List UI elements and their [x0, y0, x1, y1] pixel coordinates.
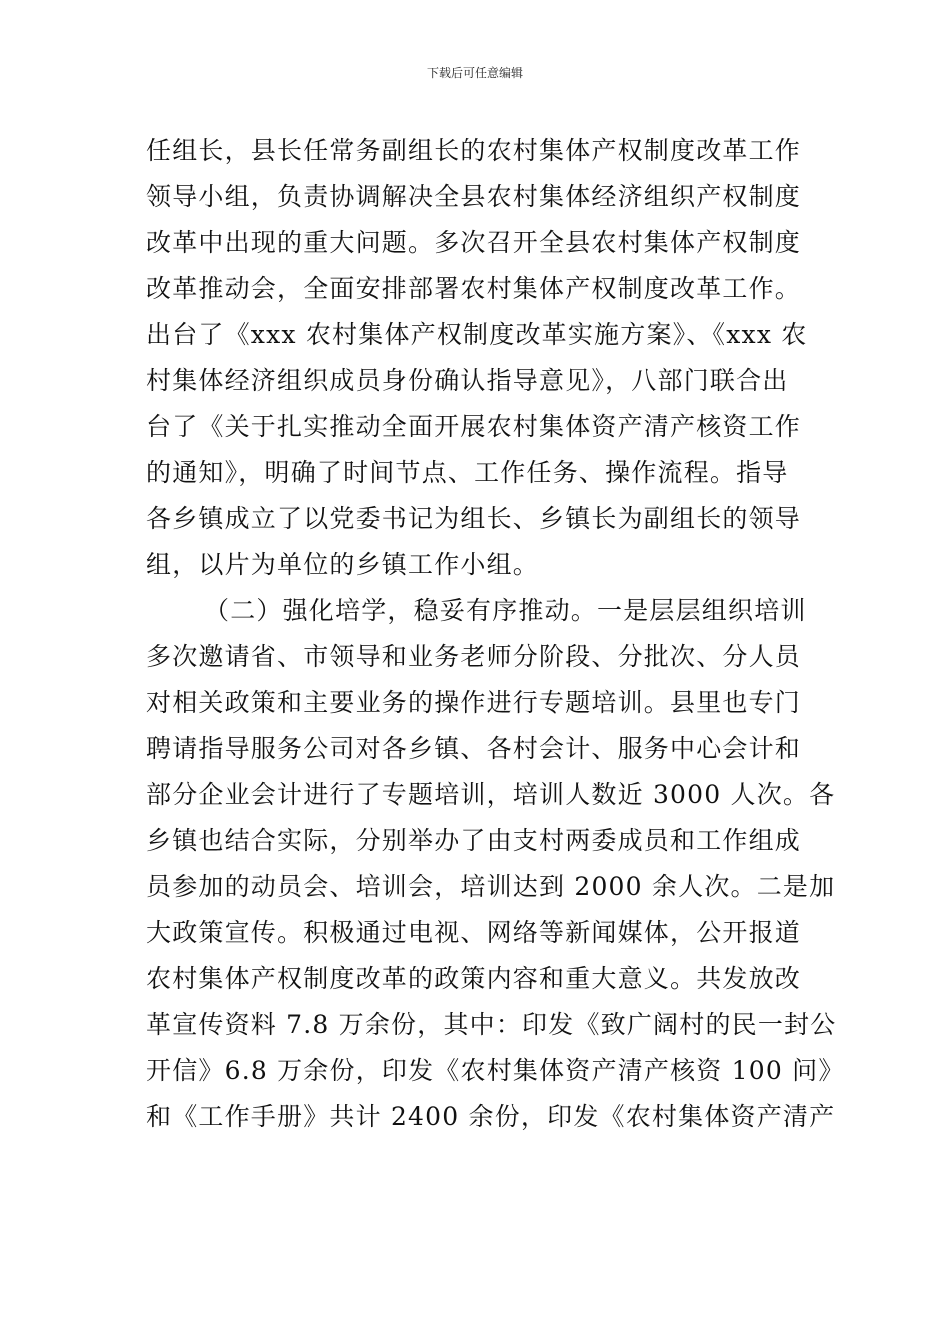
text-line: 领导小组，负责协调解决全县农村集体经济组织产权制度	[146, 182, 802, 211]
text-line: 革宣传资料 7.8 万余份，其中：印发《致广阔村的民一封公	[146, 1010, 837, 1039]
text-line: 聘请指导服务公司对各乡镇、各村会计、服务中心会计和	[146, 734, 802, 763]
text-line: 大政策宣传。积极通过电视、网络等新闻媒体，公开报道	[146, 918, 802, 947]
text-line: 对相关政策和主要业务的操作进行专题培训。县里也专门	[146, 688, 802, 717]
text-line: 村集体经济组织成员身份确认指导意见》，八部门联合出	[146, 366, 789, 395]
paragraph-first-line: （二）强化培学，稳妥有序推动。一是层层组织培训	[204, 596, 807, 625]
text-line: 员参加的动员会、培训会，培训达到 2000 余人次。二是加	[146, 872, 836, 901]
text-line: 台了《关于扎实推动全面开展农村集体资产清产核资工作	[146, 412, 802, 441]
text-line: 组，以片为单位的乡镇工作小组。	[146, 550, 540, 579]
text-line: 多次邀请省、市领导和业务老师分阶段、分批次、分人员	[146, 642, 802, 671]
text-line: 改革推动会，全面安排部署农村集体产权制度改革工作。	[146, 274, 802, 303]
text-line: 改革中出现的重大问题。多次召开全县农村集体产权制度	[146, 228, 802, 257]
page-header: 下载后可任意编辑	[426, 66, 523, 80]
text-line: 的通知》，明确了时间节点、工作任务、操作流程。指导	[146, 458, 789, 487]
text-line: 乡镇也结合实际，分别举办了由支村两委成员和工作组成	[146, 826, 802, 855]
text-line: 出台了《xxx 农村集体产权制度改革实施方案》、《xxx 农	[146, 320, 808, 349]
text-line: 部分企业会计进行了专题培训，培训人数近 3000 人次。各	[146, 780, 836, 809]
text-line: 各乡镇成立了以党委书记为组长、乡镇长为副组长的领导	[146, 504, 802, 533]
document-body	[146, 128, 845, 1140]
text-line: 开信》6.8 万余份，印发《农村集体资产清产核资 100 问》	[146, 1056, 845, 1085]
text-line: 农村集体产权制度改革的政策内容和重大意义。共发放改	[146, 964, 802, 993]
text-line: 和《工作手册》共计 2400 余份，印发《农村集体资产清产	[146, 1102, 836, 1131]
text-line: 任组长，县长任常务副组长的农村集体产权制度改革工作	[146, 136, 802, 165]
